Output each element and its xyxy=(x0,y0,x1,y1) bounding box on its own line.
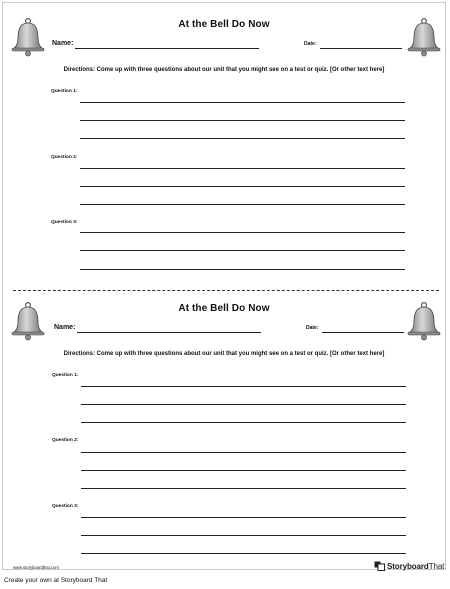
date-field[interactable] xyxy=(322,332,404,333)
worksheet-title: At the Bell Do Now xyxy=(178,19,270,30)
question-3-answer-line[interactable] xyxy=(81,535,406,536)
worksheet-page xyxy=(2,2,446,570)
question-2-answer-line[interactable] xyxy=(80,186,405,187)
question-1-answer-line[interactable] xyxy=(80,102,405,103)
question-3-answer-line[interactable] xyxy=(81,553,406,554)
question-2-answer-line[interactable] xyxy=(81,452,406,453)
name-field[interactable] xyxy=(75,48,259,49)
question-2-answer-line[interactable] xyxy=(80,204,405,205)
question-1-answer-line[interactable] xyxy=(80,120,405,121)
cut-line xyxy=(13,290,439,291)
question-2-label: Question 2: xyxy=(51,155,78,160)
question-3-label: Question 3: xyxy=(51,220,78,225)
storyboard-logo-icon xyxy=(374,561,385,571)
question-2-label: Question 2: xyxy=(52,438,79,443)
question-1-answer-line[interactable] xyxy=(80,138,405,139)
question-3-answer-line[interactable] xyxy=(80,232,405,233)
question-1-answer-line[interactable] xyxy=(81,404,406,405)
question-1-answer-line[interactable] xyxy=(81,422,406,423)
question-1-label: Question 1: xyxy=(51,89,78,94)
worksheet-title: At the Bell Do Now xyxy=(178,303,270,314)
directions-text: Directions: Come up with three questions about our unit that you might see on a test or quiz. [Or other text here] xyxy=(63,351,385,357)
storyboard-brand xyxy=(374,560,444,572)
name-label: Name: xyxy=(52,40,74,47)
directions-text: Directions: Come up with three questions about our unit that you might see on a test or quiz. [Or other text here] xyxy=(63,67,385,73)
name-label: Name: xyxy=(54,324,76,331)
question-3-answer-line[interactable] xyxy=(81,517,406,518)
name-field[interactable] xyxy=(77,332,261,333)
question-3-answer-line[interactable] xyxy=(80,269,405,270)
create-your-own-note: Create your own at Storyboard That xyxy=(4,577,108,584)
footer-url: www.storyboardthat.com xyxy=(13,565,59,570)
question-2-answer-line[interactable] xyxy=(80,168,405,169)
question-3-answer-line[interactable] xyxy=(80,250,405,251)
storyboard-wordmark: StoryboardThat xyxy=(387,561,445,571)
question-2-answer-line[interactable] xyxy=(81,470,406,471)
question-1-answer-line[interactable] xyxy=(81,386,406,387)
question-3-label: Question 3: xyxy=(52,504,79,509)
date-label: Date: xyxy=(306,325,319,331)
date-label: Date: xyxy=(304,41,317,47)
question-1-label: Question 1: xyxy=(52,373,79,378)
date-field[interactable] xyxy=(320,48,402,49)
question-2-answer-line[interactable] xyxy=(81,488,406,489)
